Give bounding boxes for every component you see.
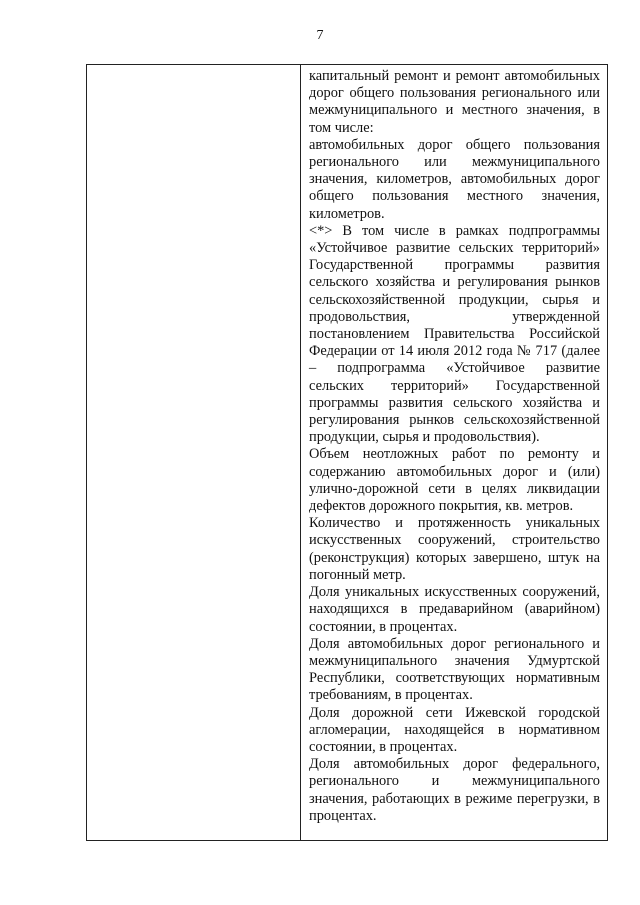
table-left-cell	[87, 65, 300, 840]
page-number: 7	[316, 28, 324, 43]
paragraph-izhevsk-network-share: Доля дорожной сети Ижевской городской агломерации, находящейся в нормативном состоянии, в процентах.	[309, 704, 600, 755]
table-right-cell	[301, 65, 607, 825]
paragraph-regional-roads-share: Доля автомобильных дорог регионального и межмуниципального значения Удмуртской Республики, соответствующих нормативным требованиям, в процентах.	[309, 635, 600, 704]
paragraph-unique-structures-count: Количество и протяженность уникальных искусственных сооружений, строительство (реконструкция) которых завершено, штук на погонный метр.	[309, 515, 600, 583]
document-table	[86, 64, 608, 841]
paragraph-overloaded-roads-share: Доля автомобильных дорог федерального, регионального и межмуниципального значения, работающих в режиме перегрузки, в процентах.	[309, 756, 600, 824]
paragraph-capital-repair: капитальный ремонт и ремонт автомобильных дорог общего пользования регионального или межмуниципального и местного значения, в том числе:	[309, 68, 600, 136]
paragraph-unique-structures-share: Доля уникальных искусственных сооружений, находящихся в предаварийном (аварийном) состоянии, в процентах.	[309, 584, 600, 635]
paragraph-road-kilometers: автомобильных дорог общего пользования регионального или межмуниципального значения, километров, автомобильных дорог общего пользования местного значения, километров.	[309, 136, 600, 222]
paragraph-urgent-works: Объем неотложных работ по ремонту и содержанию автомобильных дорог и (или) улично-дорожной сети в целях ликвидации дефектов дорожного покрытия, кв. метров.	[309, 446, 600, 515]
paragraph-footnote-subprogram: <*> В том числе в рамках подпрограммы «Устойчивое развитие сельских территорий» Государственной программы развития сельского хозяйства и регулирования рынков сельскохозяйственной продукции, сырья и продовольствия, утвержденной постановлением Правительства Российской Федерации от 14 июля 2012 года № 717 (далее – подпрограмма «Устойчивое развитие сельских территорий» Государственной программы развития сельского хозяйства и регулирования рынков сельскохозяйственной продукции, сырья и продовольствия).	[309, 222, 600, 446]
